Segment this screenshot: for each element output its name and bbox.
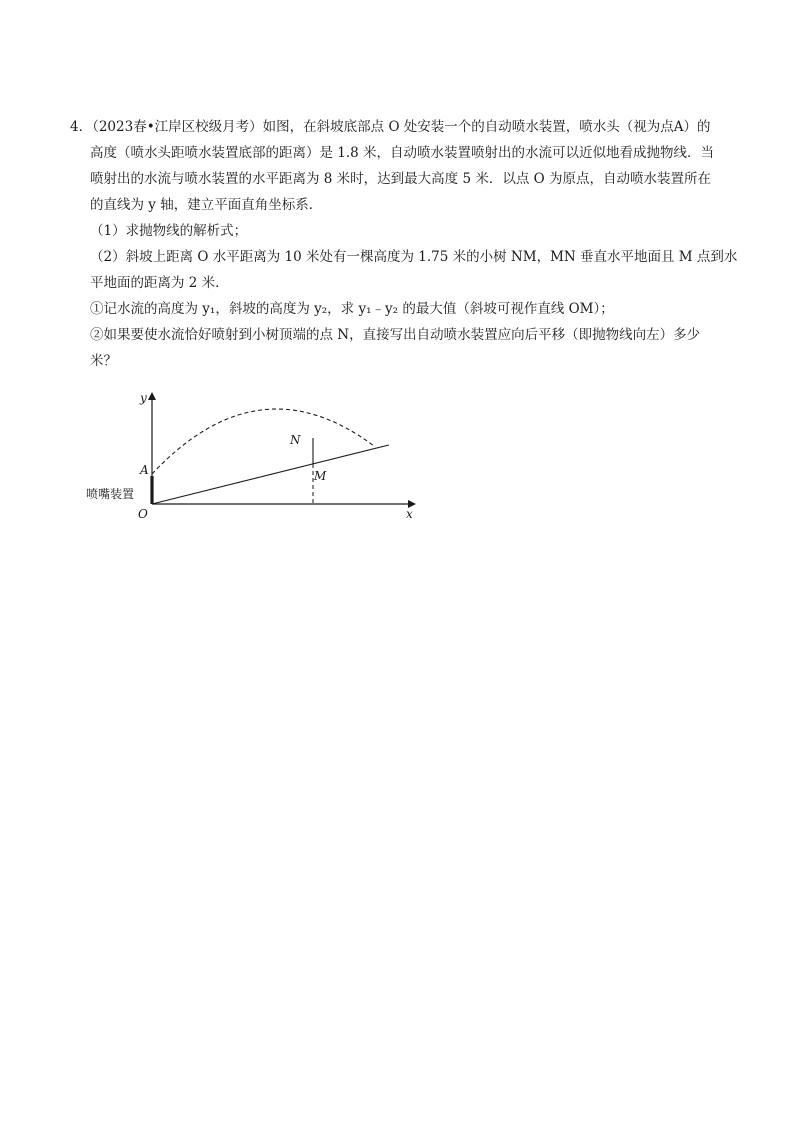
problem-line-1: 4．（2023春•江岸区校级月考）如图，在斜坡底部点 O 处安装一个的自动喷水装置，喷水头（视为点A）的 [70, 119, 711, 135]
diagram-figure [84, 388, 424, 528]
water-parabola [152, 409, 374, 474]
label-o: O [138, 507, 148, 521]
label-y: y [140, 391, 147, 405]
label-a: A [140, 463, 149, 477]
slope-line [152, 445, 389, 504]
question-2-cont: 平地面的距离为 2 米． [90, 275, 229, 291]
problem-line-4: 的直线为 y 轴，建立平面直角坐标系． [90, 197, 323, 213]
question-1: （1）求抛物线的解析式； [90, 223, 248, 239]
question-2-part-2-cont: 米？ [90, 353, 117, 369]
coordinate-diagram [84, 388, 424, 528]
question-2: （2）斜坡上距离 O 水平距离为 10 米处有一棵高度为 1.75 米的小树 NM，MN 垂直水平地面且 M 点到水 [90, 249, 738, 265]
problem-line-2: 高度（喷水头距喷水装置底部的距离）是 1.8 米，自动喷水装置喷射出的水流可以近似地看成抛物线．当 [90, 145, 715, 161]
label-device: 喷嘴装置 [86, 487, 135, 501]
question-2-part-1: ①记水流的高度为 y₁，斜坡的高度为 y₂，求 y₁﹣y₂ 的最大值（斜坡可视作直线 OM）； [90, 301, 614, 317]
label-n: N [290, 433, 301, 447]
label-x: x [406, 507, 413, 521]
question-2-part-2: ②如果要使水流恰好喷射到小树顶端的点 N，直接写出自动喷水装置应向后平移（即抛物线向左）多少 [90, 327, 701, 343]
problem-text [70, 114, 738, 374]
problem-line-3: 喷射出的水流与喷水装置的水平距离为 8 米时，达到最大高度 5 米．以点 O 为原点，自动喷水装置所在 [90, 171, 711, 187]
label-m: M [314, 469, 327, 483]
